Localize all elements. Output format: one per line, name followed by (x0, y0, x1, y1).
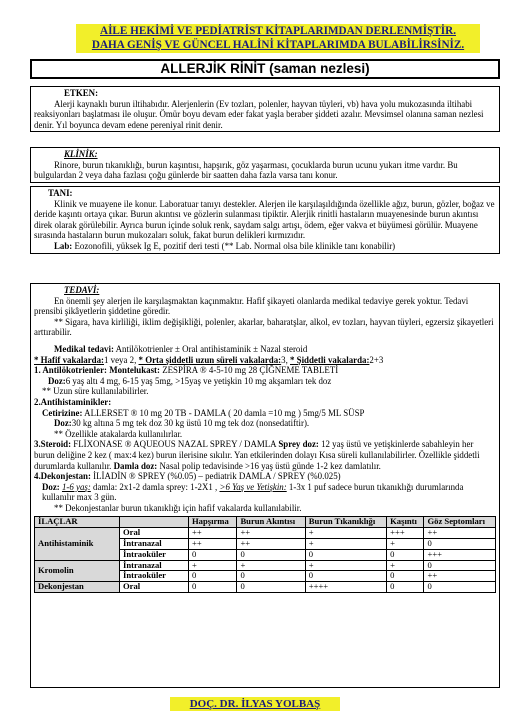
table-header: Göz Septomları (424, 517, 496, 528)
table-row (35, 560, 496, 571)
dekonj-doz-b: >6 Yaş ve Yetişkin: (219, 481, 287, 492)
table-cell: +++ (387, 528, 424, 539)
tedavi-p1: En önemli şey alerjen ile karşılaşmaktan kaçınmaktır. Hafif şikayeti olanlarda medikal tedaviye gerek yoktur. Tedavi prensibi şikâyetlerin şiddetine göredir. (34, 295, 469, 317)
table-cell: 0 (305, 571, 386, 582)
klinik-section (30, 147, 500, 183)
table-header (120, 517, 189, 528)
steroid-doz: 12 yaş üstü ve yetişkinlerde sabahleyin her burun deliğine 2 kez ( max:4 kez) burun ilerisine sıkılır. Yan etkilerinden dolayı Kısa süreli kullanılabilirler. Özellikle şiddetli durumlarda kullanılır. (34, 439, 480, 471)
table-cell: + (305, 528, 386, 539)
dekonj-doz-a-text: damla: 2x1-2 damla sprey: 1-2X1 , (90, 481, 218, 492)
steroid-brand: FLİXONASE ® AQUEOUS NAZAL SPREY / DAMLA (73, 439, 277, 450)
moderate-value: 3, (281, 354, 290, 365)
drug-cell: Kromolin (35, 560, 120, 582)
drug-cell: Antihistaminik (35, 528, 120, 560)
lab-text: Eozonofili, yüksek Ig E, pozitif deri testi (** Lab. Normal olsa bile klinikle tanı konabilir) (74, 240, 396, 251)
table-cell: ++ (424, 571, 496, 582)
tedavi-section (30, 283, 500, 688)
table-cell: ++ (237, 528, 305, 539)
dekonj-brand: İLİADİN ® SPREY (%0.05) – pediatrik DAMLA / SPREY (%0.025) (93, 471, 341, 482)
table-cell: 0 (189, 549, 237, 560)
table-cell: + (387, 539, 424, 550)
header-banner (76, 24, 480, 53)
dekonj-doz-label: Doz: (42, 481, 60, 492)
dekonj-doz-a: 1-6 yaş: (61, 481, 91, 492)
table-header: Hapşırma (189, 517, 237, 528)
table-cell: 0 (387, 549, 424, 560)
antihist-doz-label: Doz: (54, 418, 72, 429)
antilok-heading: 1. Antilökotrienler: (34, 365, 107, 376)
author-footer: DOÇ. DR. İLYAS YOLBAŞ (170, 697, 340, 711)
table-cell: + (387, 560, 424, 571)
table-row (35, 528, 496, 539)
dekonj-heading: 4.Dekonjestan: (34, 471, 91, 482)
steroid-heading: 3.Steroid: (34, 439, 72, 450)
antilok-note: ** Uzun süre kullanılabilirler. (42, 386, 149, 397)
route-cell: İntranazal (120, 560, 189, 571)
table-cell: + (305, 560, 386, 571)
table-cell: 0 (189, 582, 237, 593)
table-cell: ++ (189, 528, 237, 539)
antilok-brand: ZESPİRA ® 4-5-10 mg 28 ÇİĞNEME TABLETİ (162, 365, 339, 376)
table-cell: 0 (189, 571, 237, 582)
drug-cell: Dekonjestan (35, 582, 120, 593)
tani-heading: TANI: (48, 188, 73, 198)
table-cell: + (189, 560, 237, 571)
etken-section (30, 86, 500, 132)
table-cell: + (237, 560, 305, 571)
antihist-doz: 30 kg altına 5 mg tek doz 30 kg üstü 10 mg tek doz (nonsedatiftir). (71, 418, 310, 429)
table-cell: ++ (189, 539, 237, 550)
table-cell: 0 (387, 582, 424, 593)
antihist-note: ** Özellikle atakalarda kullanılırlar. (54, 428, 183, 439)
banner-line-1: AİLE HEKİMİ VE PEDİATRİST KİTAPLARIMDAN DERLENMİŞTİR. (100, 25, 456, 37)
antilok-doz: 6 yaş altı 4 mg, 6-15 yaş 5mg, >15yaş ve yetişkin 10 mg akşamları tek doz (65, 375, 332, 386)
lab-label: Lab: (54, 240, 73, 251)
route-cell: İntranazal (120, 539, 189, 550)
route-cell: Oral (120, 582, 189, 593)
tedavi-heading: TEDAVİ: (64, 285, 100, 295)
table-cell: ++ (237, 539, 305, 550)
antihist-heading: 2.Antihistaminikler: (34, 396, 112, 407)
klinik-text: Rinore, burun tıkanıklığı, burun kaşıntısı, hapşırık, göz yaşarması, çocuklarda burun ucunu yukarı itme vardır. Bu bulgulardan 2 veya daha fazlası çoğu günlerde bir saatten daha fazla varsa tanı konur. (34, 159, 458, 181)
tani-section (30, 186, 500, 254)
table-header-row (35, 517, 496, 528)
table-cell: 0 (424, 539, 496, 550)
antilok-doz-label: Doz: (48, 375, 66, 386)
severity-line (34, 355, 496, 366)
table-cell: +++ (424, 549, 496, 560)
table-cell: 0 (424, 582, 496, 593)
klinik-heading: KLİNİK: (64, 149, 98, 159)
etken-heading: ETKEN: (64, 88, 99, 98)
tedavi-p2: ** Sigara, hava kirliliği, iklim değişikliği, polenler, akarlar, baharatşlar, alkol, ev tozları, hayvan tüyleri, egzersiz şikayetleri arttırabilir. (34, 316, 494, 338)
severe-value: 2+3 (369, 354, 384, 365)
mild-value: 1 veya 2, (104, 354, 139, 365)
antilok-drug: Montelukast: (109, 365, 160, 376)
steroid-damla: Nasal polip tedavisinde >16 yaş üstü günde 1-2 kez damlatılır. (159, 460, 381, 471)
table-cell: 0 (237, 549, 305, 560)
route-cell: İntraoküler (120, 549, 189, 560)
dekonj-doz-b-text: 1-3x 1 puf sadece burun tıkanıklığı durumlarında kullanılır max 3 gün. (42, 481, 464, 503)
table-row (35, 582, 496, 593)
mild-label: * Hafif vakalarda: (34, 354, 105, 365)
etken-text: Alerji kaynaklı burun iltihabıdır. Alerjenlerin (Ev tozları, polenler, hayvan tüyleri, vb) hava yolu mukozasında iltihabi reaksiyonları başlatması ile oluşur. Ömür boyu devam eder fakat yaşla beraber şiddeti azalır. Mevsimsel olanına saman nezlesi denir. Yıl boyunca devam edene pereniyal rinit denir. (34, 98, 484, 130)
table-cell: 0 (387, 571, 424, 582)
steroid-damla-label: Damla doz: (113, 460, 158, 471)
steroid-doz-label: Sprey doz: (278, 439, 319, 450)
drug-effect-table (34, 516, 496, 593)
moderate-label: * Orta şiddetli uzun süreli vakalarda: (138, 354, 282, 365)
banner-line-2: DAHA GENİŞ VE GÜNCEL HALİNİ KİTAPLARIMDA BULABİLİRSİNİZ. (91, 38, 465, 51)
antihist-brand: ALLERSET ® 10 mg 20 TB - DAMLA ( 20 damla =10 mg ) 5mg/5 ML SÜSP (84, 407, 365, 418)
table-cell: 0 (305, 549, 386, 560)
med-text: Antilökotrienler ± Oral antihistaminik ± Nazal steroid (115, 343, 308, 354)
dekonj-note: ** Dekonjestanlar burun tıkanıklığı için hafif vakalarda kullanılabilir. (54, 502, 302, 513)
page-title: ALLERJİK RİNİT (saman nezlesi) (30, 59, 500, 79)
table-cell: ++++ (305, 582, 386, 593)
route-cell: İntraoküler (120, 571, 189, 582)
severe-label: * Şiddetli vakalarda: (290, 354, 370, 365)
table-cell: 0 (424, 560, 496, 571)
table-cell: 0 (237, 582, 305, 593)
table-cell: + (305, 539, 386, 550)
table-cell: 0 (237, 571, 305, 582)
table-header: Kaşıntı (387, 517, 424, 528)
table-header: Burun Akıntısı (237, 517, 305, 528)
med-label: Medikal tedavi: (54, 343, 114, 354)
table-header: İLAÇLAR (35, 517, 120, 528)
antihist-drug: Cetirizine: (42, 407, 83, 418)
table-body (35, 528, 496, 593)
table-header: Burun Tıkanıklığı (305, 517, 386, 528)
route-cell: Oral (120, 528, 189, 539)
tani-text: Klinik ve muayene ile konur. Laboratuar tanıyı destekler. Alerjen ile karşılaşıldığında özellikle ağız, burun, gözler, boğaz ve deride kaşıntı ortaya çıkar. Burun akıntısı ve gözlerin sulanması tipiktir. Alerjik rinitli hastaların muayenesinde burun akıntısı direk olarak görülebilir. Ayrıca burun içinde soluk renk, saydam salgı artışı, ödem, eğer vakva et büyümesi görülür. Muayene sırasında hastaların burun mukozaları soluk, fakat burun delikleri kırmızıdır. (34, 198, 495, 241)
table-cell: ++ (424, 528, 496, 539)
